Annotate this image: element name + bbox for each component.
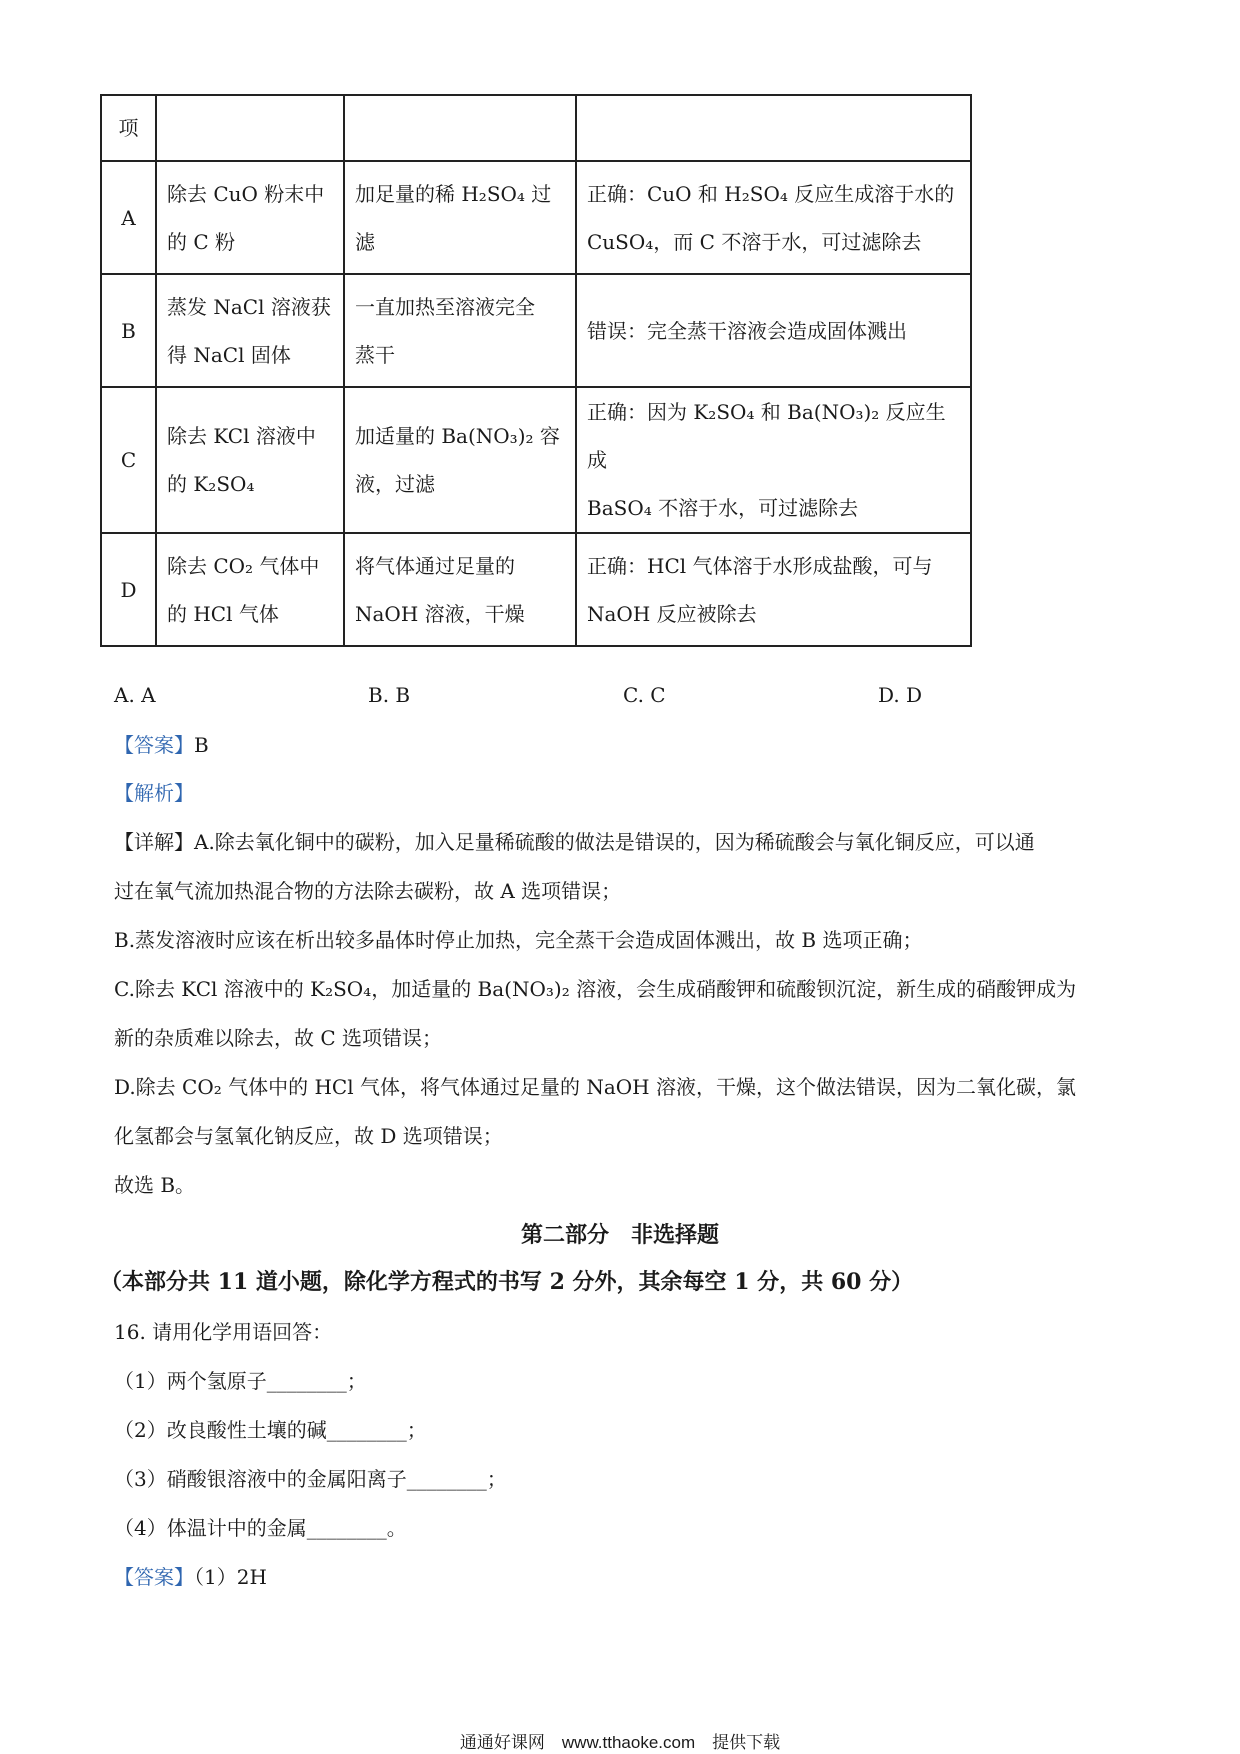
answer-value: （1）2H bbox=[194, 1565, 267, 1589]
detail-line: 过在氧气流加热混合物的方法除去碳粉，故 A 选项错误； bbox=[114, 879, 622, 903]
option-letter: A bbox=[101, 161, 156, 274]
detail-line: 化氢都会与氢氧化钠反应，故 D 选项错误； bbox=[114, 1124, 503, 1148]
table-row bbox=[101, 387, 971, 533]
detail-line: 【详解】A.除去氧化铜中的碳粉，加入足量稀硫酸的做法是错误的，因为稀硫酸会与氧化铜反应，可以通 bbox=[114, 830, 1035, 854]
option-letter: D bbox=[101, 533, 156, 646]
purpose-cell: 除去 CuO 粉末中 的 C 粉 bbox=[156, 161, 344, 274]
header-cell bbox=[344, 95, 576, 161]
page-footer: 通通好课网 www.tthaoke.com 提供下载 bbox=[459, 1733, 781, 1752]
detail-line: C.除去 KCl 溶液中的 K₂SO₄，加适量的 Ba(NO₃)₂ 溶液，会生成硝酸钾和硫酸钡沉淀，新生成的硝酸钾成为 bbox=[114, 977, 1077, 1001]
subquestion: （4）体温计中的金属________。 bbox=[114, 1516, 407, 1540]
table-row bbox=[101, 161, 971, 274]
detail-line: D.除去 CO₂ 气体中的 HCl 气体，将气体通过足量的 NaOH 溶液，干燥，这个做法错误，因为二氧化碳，氯 bbox=[114, 1075, 1076, 1099]
method-cell: 加足量的稀 H₂SO₄ 过 滤 bbox=[344, 161, 576, 274]
choice-d: D. D bbox=[878, 683, 923, 707]
purpose-cell: 蒸发 NaCl 溶液获 得 NaCl 固体 bbox=[156, 274, 344, 387]
choice-a: A. A bbox=[114, 683, 156, 707]
choice-c: C. C bbox=[623, 683, 666, 707]
choice-b: B. B bbox=[368, 683, 411, 707]
purpose-cell: 除去 CO₂ 气体中 的 HCl 气体 bbox=[156, 533, 344, 646]
answer-value: B bbox=[194, 733, 209, 757]
detail-line: B.蒸发溶液时应该在析出较多晶体时停止加热，完全蒸干会造成固体溅出，故 B 选项正确； bbox=[114, 928, 923, 952]
section-note: （本部分共 11 道小题，除化学方程式的书写 2 分外，其余每空 1 分，共 60 分） bbox=[100, 1269, 914, 1295]
method-cell: 一直加热至溶液完全 蒸干 bbox=[344, 274, 576, 387]
subquestion: （1）两个氢原子________； bbox=[114, 1369, 367, 1393]
section-title: 第二部分 非选择题 bbox=[520, 1222, 719, 1248]
detail-line: 故选 B。 bbox=[114, 1173, 196, 1197]
header-cell bbox=[576, 95, 971, 161]
option-letter: B bbox=[101, 274, 156, 387]
option-letter: C bbox=[101, 387, 156, 533]
evaluation-cell: 错误：完全蒸干溶液会造成固体溅出 bbox=[576, 274, 971, 387]
table-header-row bbox=[101, 95, 971, 161]
question-stem: 16. 请用化学用语回答： bbox=[114, 1320, 333, 1344]
evaluation-cell: 正确：因为 K₂SO₄ 和 Ba(NO₃)₂ 反应生成 BaSO₄ 不溶于水，可过滤除去 bbox=[576, 387, 971, 533]
evaluation-cell: 正确：HCl 气体溶于水形成盐酸，可与 NaOH 反应被除去 bbox=[576, 533, 971, 646]
subquestion: （3）硝酸银溶液中的金属阳离子________； bbox=[114, 1467, 507, 1491]
header-cell: 项 bbox=[101, 95, 156, 161]
table-row bbox=[101, 533, 971, 646]
analysis-label: 【解析】 bbox=[114, 781, 194, 805]
method-cell: 将气体通过足量的 NaOH 溶液，干燥 bbox=[344, 533, 576, 646]
answer-label: 【答案】 bbox=[114, 1565, 194, 1589]
method-cell: 加适量的 Ba(NO₃)₂ 容 液，过滤 bbox=[344, 387, 576, 533]
subquestion: （2）改良酸性土壤的碱________； bbox=[114, 1418, 427, 1442]
header-cell bbox=[156, 95, 344, 161]
evaluation-cell: 正确：CuO 和 H₂SO₄ 反应生成溶于水的 CuSO₄，而 C 不溶于水，可过滤除去 bbox=[576, 161, 971, 274]
detail-line: 新的杂质难以除去，故 C 选项错误； bbox=[114, 1026, 443, 1050]
answer-line bbox=[114, 1563, 267, 1591]
options-table bbox=[100, 94, 970, 647]
purpose-cell: 除去 KCl 溶液中 的 K₂SO₄ bbox=[156, 387, 344, 533]
answer-label: 【答案】 bbox=[114, 733, 194, 757]
answer-line bbox=[114, 731, 209, 759]
table-row bbox=[101, 274, 971, 387]
detail-label: 【详解】 bbox=[114, 830, 194, 854]
